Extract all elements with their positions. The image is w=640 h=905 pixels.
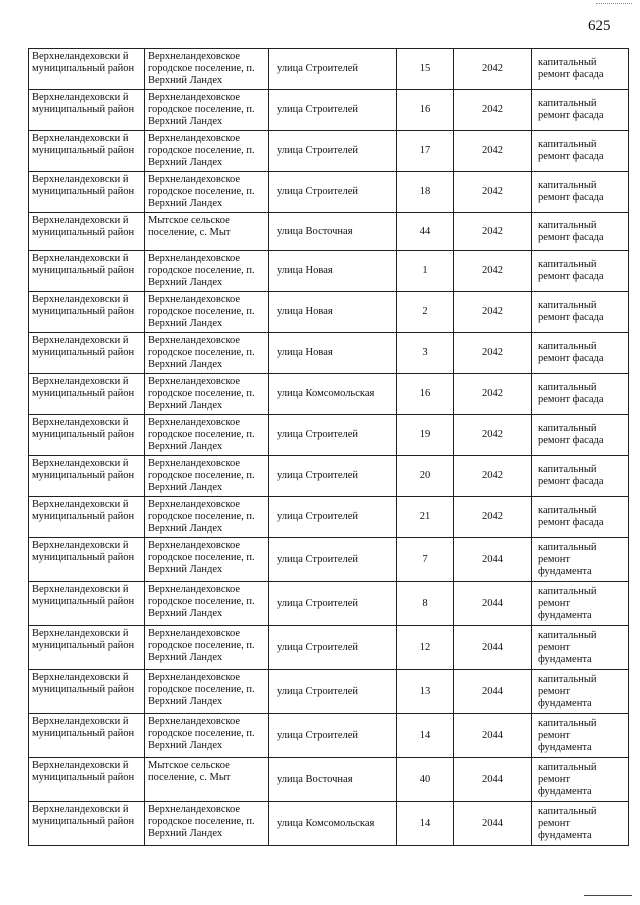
work-type-cell: капитальный ремонт фундамента [532, 758, 629, 802]
street-cell: улица Строителей [269, 90, 397, 131]
district-cell: Верхнеландеховски й муниципальный район [29, 497, 145, 538]
work-type-cell: капитальный ремонт фундамента [532, 538, 629, 582]
year-cell: 2044 [454, 714, 532, 758]
house-number-cell: 1 [397, 251, 454, 292]
house-number-cell: 3 [397, 333, 454, 374]
settlement-cell: Мытское сельское поселение, с. Мыт [145, 758, 269, 802]
street-cell: улица Строителей [269, 538, 397, 582]
settlement-cell: Верхнеландеховское городское поселение, п. Верхний Ландех [145, 582, 269, 626]
street-cell: улица Строителей [269, 49, 397, 90]
house-number-cell: 8 [397, 582, 454, 626]
settlement-cell: Верхнеландеховское городское поселение, п. Верхний Ландех [145, 333, 269, 374]
house-number-cell: 19 [397, 415, 454, 456]
top-rule [596, 3, 632, 4]
table-row [29, 131, 629, 172]
house-number-cell: 16 [397, 90, 454, 131]
street-cell: улица Строителей [269, 172, 397, 213]
work-type-cell: капитальный ремонт фундамента [532, 582, 629, 626]
work-type-cell: капитальный ремонт фасада [532, 497, 629, 538]
work-type-cell: капитальный ремонт фасада [532, 292, 629, 333]
work-type-cell: капитальный ремонт фасада [532, 251, 629, 292]
house-number-cell: 21 [397, 497, 454, 538]
table-row [29, 758, 629, 802]
street-cell: улица Новая [269, 333, 397, 374]
district-cell: Верхнеландеховски й муниципальный район [29, 714, 145, 758]
street-cell: улица Новая [269, 251, 397, 292]
year-cell: 2044 [454, 670, 532, 714]
settlement-cell: Верхнеландеховское городское поселение, п. Верхний Ландех [145, 714, 269, 758]
work-type-cell: капитальный ремонт фасада [532, 172, 629, 213]
settlement-cell: Верхнеландеховское городское поселение, п. Верхний Ландех [145, 49, 269, 90]
house-number-cell: 2 [397, 292, 454, 333]
street-cell: улица Новая [269, 292, 397, 333]
house-number-cell: 7 [397, 538, 454, 582]
street-cell: улица Строителей [269, 456, 397, 497]
work-type-cell: капитальный ремонт фасада [532, 415, 629, 456]
settlement-cell: Мытское сельское поселение, с. Мыт [145, 213, 269, 251]
table-row [29, 251, 629, 292]
year-cell: 2042 [454, 456, 532, 497]
settlement-cell: Верхнеландеховское городское поселение, п. Верхний Ландех [145, 456, 269, 497]
street-cell: улица Строителей [269, 582, 397, 626]
year-cell: 2042 [454, 374, 532, 415]
work-type-cell: капитальный ремонт фасада [532, 333, 629, 374]
bottom-rule [584, 895, 632, 896]
settlement-cell: Верхнеландеховское городское поселение, п. Верхний Ландех [145, 626, 269, 670]
settlement-cell: Верхнеландеховское городское поселение, п. Верхний Ландех [145, 251, 269, 292]
district-cell: Верхнеландеховски й муниципальный район [29, 538, 145, 582]
district-cell: Верхнеландеховски й муниципальный район [29, 582, 145, 626]
street-cell: улица Комсомольская [269, 374, 397, 415]
year-cell: 2042 [454, 49, 532, 90]
table-row [29, 714, 629, 758]
district-cell: Верхнеландеховски й муниципальный район [29, 670, 145, 714]
table-row [29, 670, 629, 714]
work-type-cell: капитальный ремонт фасада [532, 456, 629, 497]
street-cell: улица Строителей [269, 714, 397, 758]
house-number-cell: 44 [397, 213, 454, 251]
repair-schedule-table [28, 48, 629, 846]
house-number-cell: 13 [397, 670, 454, 714]
settlement-cell: Верхнеландеховское городское поселение, п. Верхний Ландех [145, 374, 269, 415]
district-cell: Верхнеландеховски й муниципальный район [29, 802, 145, 846]
district-cell: Верхнеландеховски й муниципальный район [29, 90, 145, 131]
work-type-cell: капитальный ремонт фасада [532, 131, 629, 172]
street-cell: улица Восточная [269, 213, 397, 251]
district-cell: Верхнеландеховски й муниципальный район [29, 415, 145, 456]
table-row [29, 49, 629, 90]
year-cell: 2042 [454, 90, 532, 131]
year-cell: 2042 [454, 497, 532, 538]
street-cell: улица Строителей [269, 415, 397, 456]
settlement-cell: Верхнеландеховское городское поселение, п. Верхний Ландех [145, 292, 269, 333]
year-cell: 2042 [454, 213, 532, 251]
year-cell: 2042 [454, 172, 532, 213]
settlement-cell: Верхнеландеховское городское поселение, п. Верхний Ландех [145, 538, 269, 582]
street-cell: улица Строителей [269, 626, 397, 670]
settlement-cell: Верхнеландеховское городское поселение, п. Верхний Ландех [145, 415, 269, 456]
year-cell: 2044 [454, 802, 532, 846]
house-number-cell: 18 [397, 172, 454, 213]
house-number-cell: 40 [397, 758, 454, 802]
year-cell: 2044 [454, 626, 532, 670]
table-row [29, 497, 629, 538]
table-row [29, 292, 629, 333]
street-cell: улица Строителей [269, 131, 397, 172]
table-row [29, 415, 629, 456]
year-cell: 2044 [454, 538, 532, 582]
house-number-cell: 20 [397, 456, 454, 497]
district-cell: Верхнеландеховски й муниципальный район [29, 374, 145, 415]
work-type-cell: капитальный ремонт фундамента [532, 714, 629, 758]
district-cell: Верхнеландеховски й муниципальный район [29, 456, 145, 497]
table-row [29, 456, 629, 497]
district-cell: Верхнеландеховски й муниципальный район [29, 213, 145, 251]
district-cell: Верхнеландеховски й муниципальный район [29, 758, 145, 802]
table-row [29, 172, 629, 213]
work-type-cell: капитальный ремонт фундамента [532, 626, 629, 670]
settlement-cell: Верхнеландеховское городское поселение, п. Верхний Ландех [145, 497, 269, 538]
year-cell: 2042 [454, 333, 532, 374]
house-number-cell: 17 [397, 131, 454, 172]
work-type-cell: капитальный ремонт фасада [532, 90, 629, 131]
district-cell: Верхнеландеховски й муниципальный район [29, 333, 145, 374]
year-cell: 2042 [454, 251, 532, 292]
district-cell: Верхнеландеховски й муниципальный район [29, 131, 145, 172]
street-cell: улица Восточная [269, 758, 397, 802]
house-number-cell: 16 [397, 374, 454, 415]
settlement-cell: Верхнеландеховское городское поселение, п. Верхний Ландех [145, 670, 269, 714]
district-cell: Верхнеландеховски й муниципальный район [29, 49, 145, 90]
settlement-cell: Верхнеландеховское городское поселение, п. Верхний Ландех [145, 90, 269, 131]
house-number-cell: 15 [397, 49, 454, 90]
page-number: 625 [588, 18, 611, 34]
district-cell: Верхнеландеховски й муниципальный район [29, 292, 145, 333]
table-row [29, 90, 629, 131]
table-row [29, 538, 629, 582]
settlement-cell: Верхнеландеховское городское поселение, п. Верхний Ландех [145, 172, 269, 213]
table-row [29, 213, 629, 251]
work-type-cell: капитальный ремонт фасада [532, 213, 629, 251]
street-cell: улица Комсомольская [269, 802, 397, 846]
table-row [29, 374, 629, 415]
year-cell: 2042 [454, 415, 532, 456]
table-row [29, 802, 629, 846]
table-row [29, 582, 629, 626]
year-cell: 2044 [454, 582, 532, 626]
district-cell: Верхнеландеховски й муниципальный район [29, 251, 145, 292]
house-number-cell: 14 [397, 802, 454, 846]
work-type-cell: капитальный ремонт фасада [532, 374, 629, 415]
year-cell: 2042 [454, 131, 532, 172]
house-number-cell: 14 [397, 714, 454, 758]
district-cell: Верхнеландеховски й муниципальный район [29, 172, 145, 213]
work-type-cell: капитальный ремонт фундамента [532, 670, 629, 714]
street-cell: улица Строителей [269, 670, 397, 714]
district-cell: Верхнеландеховски й муниципальный район [29, 626, 145, 670]
table-row [29, 333, 629, 374]
year-cell: 2042 [454, 292, 532, 333]
street-cell: улица Строителей [269, 497, 397, 538]
work-type-cell: капитальный ремонт фундамента [532, 802, 629, 846]
table-row [29, 626, 629, 670]
year-cell: 2044 [454, 758, 532, 802]
house-number-cell: 12 [397, 626, 454, 670]
settlement-cell: Верхнеландеховское городское поселение, п. Верхний Ландех [145, 802, 269, 846]
settlement-cell: Верхнеландеховское городское поселение, п. Верхний Ландех [145, 131, 269, 172]
work-type-cell: капитальный ремонт фасада [532, 49, 629, 90]
